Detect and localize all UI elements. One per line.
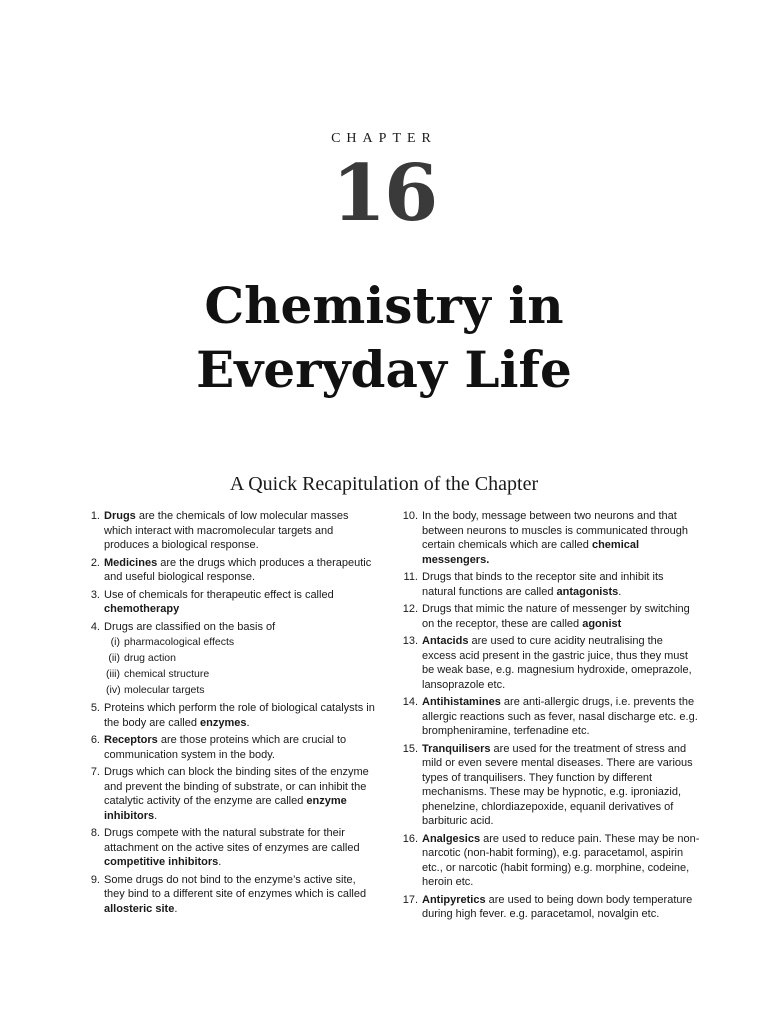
item-term: agonist bbox=[582, 617, 622, 630]
sub-item-number: (iii) bbox=[106, 668, 120, 680]
item-number: 16. bbox=[402, 832, 418, 845]
sub-item-number: (i) bbox=[110, 636, 120, 648]
item-number: 9. bbox=[90, 873, 100, 886]
item-text: are those proteins which are crucial to communication system in the body. bbox=[104, 734, 347, 761]
item-tail: . bbox=[618, 585, 622, 598]
sub-item-text: chemical structure bbox=[124, 668, 210, 680]
item-term: allosteric site bbox=[104, 902, 175, 915]
item-text: are used to reduce pain. These may be non-narcotic (non-habit forming), e.g. paracetamol, aspirin etc., or narcotic (habit forming) e.g. morphine, codeine, heroin etc. bbox=[422, 832, 700, 888]
item-term: chemotherapy bbox=[104, 603, 180, 615]
item-term: Antihistamines bbox=[422, 696, 501, 708]
item-text: are used to being down body temperature during high fever. e.g. paracetamol, novalgin etc. bbox=[422, 893, 693, 920]
item-text: Drugs are classified on the basis of bbox=[104, 620, 276, 633]
list-item-3 bbox=[86, 588, 376, 617]
list-item-13 bbox=[400, 634, 700, 692]
sub-item bbox=[106, 666, 376, 682]
sub-item-text: drug action bbox=[124, 652, 176, 664]
item-term: Antipyretics bbox=[422, 893, 486, 906]
item-term: Analgesics bbox=[422, 832, 481, 845]
item-tail: . bbox=[174, 902, 178, 915]
list-item-4 bbox=[86, 620, 376, 699]
list-item-5 bbox=[86, 701, 376, 730]
list-item-2 bbox=[86, 556, 376, 585]
sub-item-number: (iv) bbox=[106, 684, 121, 696]
list-item-11 bbox=[400, 570, 700, 599]
sub-item-number: (ii) bbox=[108, 652, 120, 664]
item-number: 3. bbox=[90, 588, 100, 601]
item-text: are the drugs which produces a therapeutic and useful biological response. bbox=[104, 556, 372, 583]
sub-item-text: molecular targets bbox=[124, 684, 205, 696]
item-text: Drugs that mimic the nature of messenger by switching on the receptor, these are called bbox=[422, 603, 690, 630]
item-number: 15. bbox=[402, 742, 418, 755]
item-term: Medicines bbox=[104, 556, 158, 569]
chapter-number: 16 bbox=[331, 148, 437, 239]
list-item-12 bbox=[400, 602, 700, 631]
item-term: competitive inhibitors bbox=[104, 856, 219, 868]
sub-item bbox=[106, 650, 376, 666]
item-number: 13. bbox=[402, 635, 418, 647]
list-item-17 bbox=[400, 893, 700, 922]
item-term: Receptors bbox=[104, 734, 158, 746]
chapter-title bbox=[0, 274, 768, 402]
item-term: Drugs bbox=[104, 510, 136, 522]
chapter-title-line-1: Chemistry in bbox=[204, 276, 564, 335]
item-number: 7. bbox=[90, 766, 100, 778]
item-text: Some drugs do not bind to the enzyme’s active site, they bind to a different site of enzymes which is called bbox=[104, 873, 367, 900]
recap-heading: A Quick Recapitulation of the Chapter bbox=[229, 473, 539, 495]
item-text: Drugs compete with the natural substrate for their attachment on the active sites of enzymes are called bbox=[104, 827, 360, 854]
list-item-8 bbox=[86, 826, 376, 870]
item-number: 6. bbox=[90, 734, 100, 746]
item-tail: . bbox=[218, 856, 222, 868]
right-column bbox=[400, 509, 700, 925]
item-term: enzymes bbox=[200, 716, 247, 729]
sub-item bbox=[106, 634, 376, 650]
item-tail: . bbox=[154, 809, 158, 822]
chapter-label: CHAPTER bbox=[331, 131, 437, 146]
item-text: Drugs which can block the binding sites of the enzyme and prevent the binding of substrate, or can inhibit the catalytic activity of the enzyme are called bbox=[104, 766, 369, 807]
sub-list bbox=[104, 634, 376, 698]
item-number: 10. bbox=[402, 510, 418, 522]
chapter-title-line-2: Everyday Life bbox=[196, 340, 572, 399]
item-number: 2. bbox=[90, 556, 100, 569]
item-number: 4. bbox=[90, 620, 100, 633]
item-term: antagonists bbox=[556, 585, 619, 598]
sub-item bbox=[106, 682, 376, 698]
item-number: 11. bbox=[403, 571, 418, 583]
item-text: are anti-allergic drugs, i.e. prevents the allergic reactions such as fever, nasal discharge etc. e.g. brompheniramine, terfenadine etc. bbox=[422, 696, 698, 737]
left-column bbox=[86, 509, 376, 919]
list-item-6 bbox=[86, 733, 376, 762]
list-item-9 bbox=[86, 873, 376, 917]
item-term: enzyme inhibitors bbox=[104, 795, 347, 822]
list-item-16 bbox=[400, 832, 700, 890]
list-item-1 bbox=[86, 509, 376, 553]
list-item-7 bbox=[86, 765, 376, 823]
item-text: are used to cure acidity neutralising the excess acid present in the gastric juice, thus they must be weak base, e.g. magnesium hydroxide, omeprazole, lansoprazole etc. bbox=[422, 635, 692, 691]
list-item-10 bbox=[400, 509, 700, 567]
item-text: Proteins which perform the role of biological catalysts in the body are called bbox=[104, 702, 375, 729]
item-text: are the chemicals of low molecular masses which interact with macromolecular targets and produces a biological response. bbox=[104, 510, 349, 551]
item-number: 5. bbox=[90, 702, 100, 714]
sub-item-text: pharmacological effects bbox=[124, 636, 235, 648]
item-number: 12. bbox=[402, 603, 418, 615]
item-text: are used for the treatment of stress and mild or even severe mental diseases. There are various types of tranquilisers. They function by different mechanisms. These may be hypnotic, e.g. iproniazid, phenelzine, chlordiazepoxide, equanil derivatives of barbituric acid. bbox=[422, 742, 693, 827]
item-text: Drugs that binds to the receptor site and inhibit its natural functions are called bbox=[422, 571, 664, 598]
item-number: 1. bbox=[90, 510, 100, 522]
item-number: 14. bbox=[402, 696, 418, 708]
item-text: Use of chemicals for therapeutic effect is called bbox=[104, 588, 334, 601]
item-text: In the body, message between two neurons and that between neurons to muscles is communicated through certain chemicals which are called bbox=[422, 510, 688, 551]
item-term: Tranquilisers bbox=[422, 742, 491, 755]
item-term: chemical messengers. bbox=[422, 539, 640, 566]
item-number: 17. bbox=[402, 893, 418, 906]
list-item-14 bbox=[400, 695, 700, 739]
item-tail: . bbox=[246, 716, 250, 729]
item-number: 8. bbox=[90, 827, 100, 839]
list-item-15 bbox=[400, 742, 700, 829]
item-term: Antacids bbox=[422, 635, 469, 647]
